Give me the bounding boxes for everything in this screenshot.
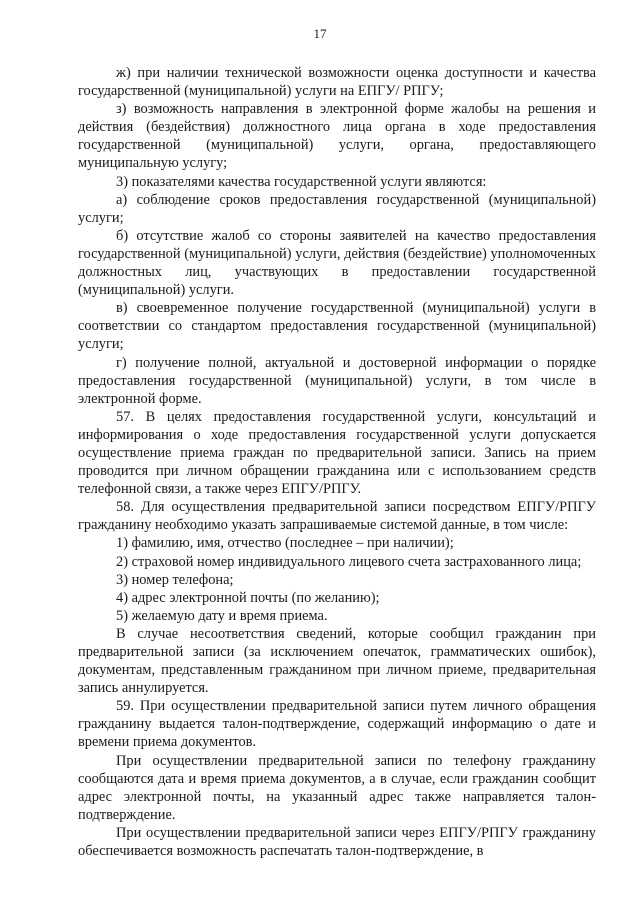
paragraph-item-z: з) возможность направления в электронной форме жалобы на решения и действия (бездействия) должностного лица органа в ходе предоставления государственной (муниципальной) услуги, органа, предоставляющего муниципальную услугу; xyxy=(78,101,596,172)
paragraph-item-zh: ж) при наличии технической возможности оценка доступности и качества государственной (муниципальной) услуги на ЕПГУ/ РПГУ; xyxy=(78,65,596,100)
paragraph-phone-booking: При осуществлении предварительной записи по телефону гражданину сообщаются дата и время приема документов, а в случае, если гражданин сообщит адрес электронной почты, на указанный адрес также направляется талон-подтверждение. xyxy=(78,752,596,823)
document-body xyxy=(78,64,596,860)
paragraph-mismatch: В случае несоответствия сведений, которые сообщил гражданин при предварительной записи (за исключением опечаток, грамматических ошибок), документам, представленным гражданином при личном приеме, предварительная запись аннулируется. xyxy=(78,625,596,697)
page-number: 17 xyxy=(313,26,327,41)
paragraph-item-g: г) получение полной, актуальной и достоверной информации о порядке предоставления государственной (муниципальной) услуги, в том числе в электронной форме. xyxy=(78,354,596,407)
paragraph-list-item-1: 1) фамилию, имя, отчество (последнее – при наличии); xyxy=(116,535,454,552)
paragraph-online-booking: При осуществлении предварительной записи через ЕПГУ/РПГУ гражданину обеспечивается возможность распечатать талон-подтверждение, в xyxy=(78,824,596,860)
paragraph-quality-indicators: 3) показателями качества государственной услуги являются: xyxy=(116,173,487,190)
paragraph-59: 59. При осуществлении предварительной записи путем личного обращения гражданину выдается талон-подтверждение, содержащий информацию о дате и времени приема документов. xyxy=(78,698,596,751)
paragraph-57: 57. В целях предоставления государственной услуги, консультаций и информирования о ходе предоставления государственной услуги допускается осуществление приема граждан по предварительной записи. Запись на прием проводится при личном обращении гражданина или с использованием средств телефонной связи, а также через ЕПГУ/РПГУ. xyxy=(78,408,596,498)
paragraph-list-item-2: 2) страховой номер индивидуального лицевого счета застрахованного лица; xyxy=(116,553,582,570)
paragraph-item-b: б) отсутствие жалоб со стороны заявителей на качество предоставления государственной (муниципальной) услуги, действия (бездействие) уполномоченных должностных лиц, участвующих в предоставлении государственной (муниципальной) услуги. xyxy=(78,227,596,299)
paragraph-58: 58. Для осуществления предварительной записи посредством ЕПГУ/РПГУ гражданину необходимо указать запрашиваемые системой данные, в том числе: xyxy=(78,499,596,534)
paragraph-list-item-5: 5) желаемую дату и время приема. xyxy=(116,607,328,624)
paragraph-item-v: в) своевременное получение государственной (муниципальной) услуги в соответствии со стандартом предоставления государственной (муниципальной) услуги; xyxy=(78,300,596,353)
paragraph-list-item-4: 4) адрес электронной почты (по желанию); xyxy=(116,589,380,606)
paragraph-list-item-3: 3) номер телефона; xyxy=(116,571,234,588)
paragraph-item-a: а) соблюдение сроков предоставления государственной (муниципальной) услуги; xyxy=(78,191,596,226)
